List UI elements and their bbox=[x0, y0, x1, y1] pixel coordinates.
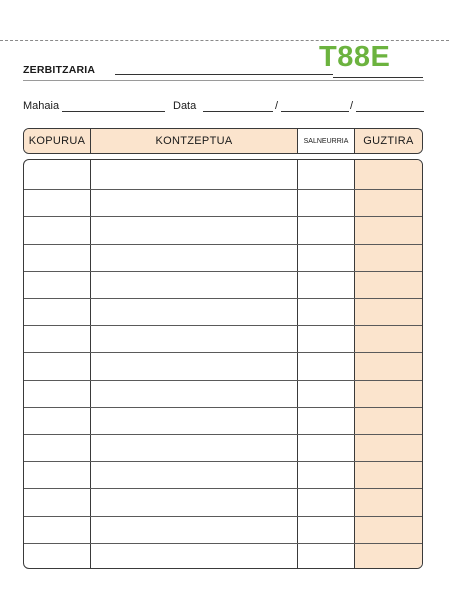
form-code: T88E bbox=[319, 41, 391, 73]
table-row-divider bbox=[24, 325, 422, 326]
date-year-field[interactable] bbox=[356, 111, 424, 112]
column-divider-1 bbox=[90, 160, 91, 568]
column-header-unit-price: SALNEURRIA bbox=[298, 129, 355, 153]
table-row-divider bbox=[24, 543, 422, 544]
table-number-label: Mahaia bbox=[23, 100, 60, 112]
table-header bbox=[23, 128, 423, 154]
table-row-divider bbox=[24, 407, 422, 408]
column-header-total: GUZTIRA bbox=[355, 129, 422, 153]
date-separator-1: / bbox=[275, 100, 279, 112]
order-table-body bbox=[23, 159, 423, 569]
date-day-field[interactable] bbox=[203, 111, 273, 112]
column-header-quantity: KOPURUA bbox=[24, 129, 91, 153]
waiter-row bbox=[23, 60, 425, 80]
date-month-field[interactable] bbox=[281, 111, 349, 112]
date-separator-2: / bbox=[350, 100, 354, 112]
table-row-divider bbox=[24, 189, 422, 190]
table-row-divider bbox=[24, 216, 422, 217]
table-row-divider bbox=[24, 271, 422, 272]
table-row-divider bbox=[24, 461, 422, 462]
column-header-concept: KONTZEPTUA bbox=[91, 129, 298, 153]
table-row-divider bbox=[24, 298, 422, 299]
table-row-divider bbox=[24, 516, 422, 517]
date-label: Data bbox=[173, 100, 197, 112]
table-row-divider bbox=[24, 380, 422, 381]
column-divider-2 bbox=[297, 160, 298, 568]
table-row-divider bbox=[24, 434, 422, 435]
header-divider bbox=[23, 80, 424, 81]
waiter-label: ZERBITZARIA bbox=[23, 64, 96, 76]
table-date-row bbox=[23, 100, 425, 116]
table-number-field[interactable] bbox=[62, 111, 165, 112]
table-row-divider bbox=[24, 244, 422, 245]
column-divider-3 bbox=[354, 160, 355, 568]
waiter-fill-line[interactable] bbox=[115, 74, 333, 75]
total-column-shading bbox=[355, 160, 423, 568]
waiter-fill-line-end bbox=[333, 77, 423, 78]
table-row-divider bbox=[24, 488, 422, 489]
table-row-divider bbox=[24, 352, 422, 353]
